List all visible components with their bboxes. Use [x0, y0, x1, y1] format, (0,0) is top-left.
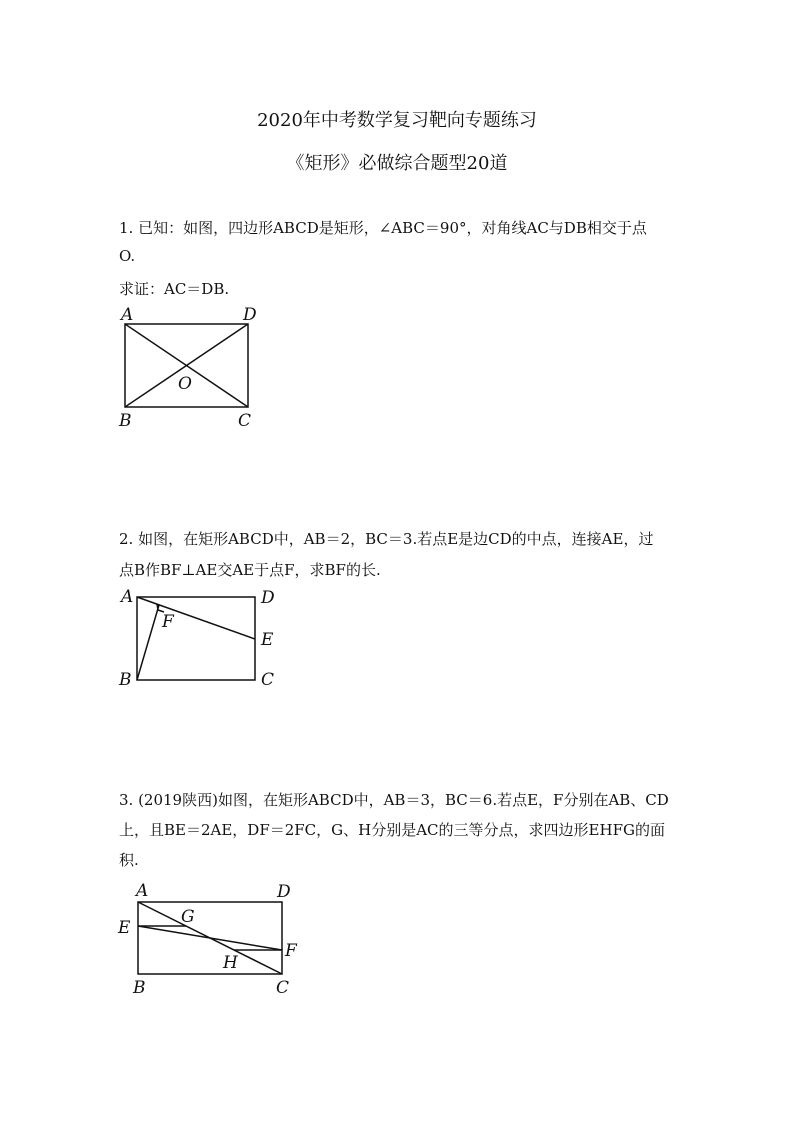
figure-3-label-c: C [276, 978, 290, 998]
figure-3-label-b: B [133, 978, 146, 998]
figure-3-label-e: E [118, 918, 131, 938]
problem-1-line-3: 求证：AC＝DB. [119, 280, 230, 298]
figure-2-label-a: A [121, 587, 134, 607]
figure-2-rect [137, 597, 255, 680]
document-title: 2020年中考数学复习靶向专题练习 [257, 110, 537, 131]
figure-2-label-b: B [119, 670, 132, 690]
document-subtitle: 《矩形》必做综合题型20道 [286, 153, 508, 174]
figure-3-label-h: H [223, 953, 238, 973]
problem-3-line-3: 积. [119, 851, 139, 869]
figure-2-label-c: C [261, 670, 275, 690]
problem-3-line-2: 上，且BE＝2AE，DF＝2FC，G、H分别是AC的三等分点，求四边形EHFG的面 [119, 821, 665, 839]
figure-3-label-f: F [285, 941, 297, 961]
figure-3-label-d: D [277, 882, 291, 902]
figure-1-label-c: C [238, 411, 252, 431]
figure-1-label-d: D [243, 305, 257, 325]
figure-3-segment-ef [138, 926, 282, 950]
figure-1-label-o: O [178, 374, 192, 394]
problem-2-line-1: 2. 如图，在矩形ABCD中，AB＝2，BC＝3.若点E是边CD的中点，连接AE，过 [119, 530, 654, 548]
figure-3-rectangle-diagram [117, 881, 298, 998]
figure-3-label-g: G [181, 907, 195, 927]
figure-2-label-d: D [261, 588, 275, 608]
figure-1-label-a: A [121, 305, 134, 325]
problem-2-line-2: 点B作BF⊥AE交AE于点F，求BF的长. [119, 561, 381, 579]
figure-2-segment-bf [137, 605, 159, 680]
figure-2-rectangle-diagram [118, 587, 275, 690]
problem-3-line-1: 3. (2019陕西)如图，在矩形ABCD中，AB＝3，BC＝6.若点E，F分别在AB、CD [119, 791, 669, 809]
figure-1-label-b: B [119, 411, 132, 431]
problem-1-line-2: O. [119, 247, 136, 265]
figure-2-label-e: E [261, 630, 274, 650]
figure-1-rectangle-diagram [118, 305, 257, 431]
figure-2-label-f: F [162, 612, 174, 632]
figure-3-label-a: A [136, 881, 149, 901]
problem-1-line-1: 1. 已知：如图，四边形ABCD是矩形，∠ABC＝90°，对角线AC与DB相交于点 [119, 219, 647, 237]
